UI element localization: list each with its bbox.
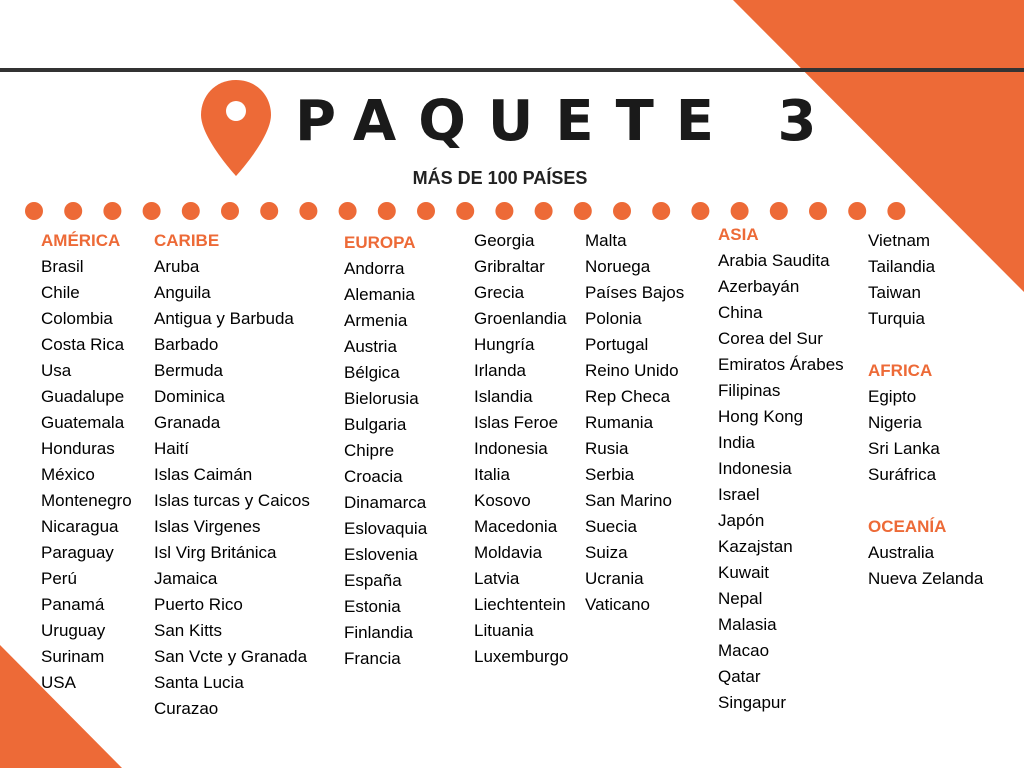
country-item: Sri Lanka bbox=[868, 439, 940, 458]
divider-dot bbox=[103, 202, 121, 220]
country-item: Rep Checa bbox=[585, 387, 671, 406]
page-subtitle: MÁS DE 100 PAÍSES bbox=[412, 168, 588, 188]
divider-dot bbox=[221, 202, 239, 220]
divider-dot bbox=[495, 202, 513, 220]
country-item: Brasil bbox=[41, 257, 84, 276]
country-item: Aruba bbox=[154, 257, 200, 276]
divider-dot bbox=[691, 202, 709, 220]
country-item: Eslovaquia bbox=[344, 519, 428, 538]
country-item: Dominica bbox=[154, 387, 225, 406]
country-column-4 bbox=[474, 228, 569, 670]
country-item: Tailandia bbox=[868, 257, 936, 276]
country-column-7 bbox=[868, 228, 983, 592]
section-spacer bbox=[868, 332, 983, 358]
country-item: Guatemala bbox=[41, 413, 125, 432]
country-item: Isl Virg Británica bbox=[154, 543, 277, 562]
country-item: Noruega bbox=[585, 257, 651, 276]
country-item: Irlanda bbox=[474, 361, 526, 380]
country-item: Francia bbox=[344, 649, 401, 668]
country-item: Liechtentein bbox=[474, 595, 566, 614]
country-item: Luxemburgo bbox=[474, 647, 569, 666]
country-item: India bbox=[718, 433, 755, 452]
country-item: Latvia bbox=[474, 569, 520, 588]
country-item: Santa Lucia bbox=[154, 673, 244, 692]
country-item: Montenegro bbox=[41, 491, 132, 510]
country-item: Usa bbox=[41, 361, 72, 380]
country-item: Austria bbox=[344, 337, 397, 356]
section-spacer bbox=[868, 488, 983, 514]
country-item: Islas Virgenes bbox=[154, 517, 261, 536]
region-heading: ASIA bbox=[718, 225, 759, 244]
divider-dot bbox=[299, 202, 317, 220]
country-item: Bermuda bbox=[154, 361, 223, 380]
country-item: Colombia bbox=[41, 309, 113, 328]
country-item: Australia bbox=[868, 543, 935, 562]
region-heading: EUROPA bbox=[344, 233, 416, 252]
country-item: Filipinas bbox=[718, 381, 781, 400]
divider-dot bbox=[652, 202, 670, 220]
country-item: Croacia bbox=[344, 467, 403, 486]
country-item: Armenia bbox=[344, 311, 408, 330]
divider-dot bbox=[182, 202, 200, 220]
country-item: Arabia Saudita bbox=[718, 251, 830, 270]
country-item: Rusia bbox=[585, 439, 629, 458]
divider-dot bbox=[64, 202, 82, 220]
country-item: Dinamarca bbox=[344, 493, 427, 512]
divider-dot bbox=[417, 202, 435, 220]
country-item: Portugal bbox=[585, 335, 649, 354]
country-column-3 bbox=[344, 230, 427, 672]
country-item: Chipre bbox=[344, 441, 395, 460]
divider-dot bbox=[731, 202, 749, 220]
country-item: Islas Caimán bbox=[154, 465, 253, 484]
header-rule bbox=[0, 68, 1024, 72]
country-item: Serbia bbox=[585, 465, 635, 484]
country-item: Islandia bbox=[474, 387, 533, 406]
country-item: Antigua y Barbuda bbox=[154, 309, 294, 328]
country-item: Estonia bbox=[344, 597, 401, 616]
country-item: Alemania bbox=[344, 285, 415, 304]
divider-dot bbox=[770, 202, 788, 220]
map-pin-icon bbox=[199, 78, 273, 178]
country-item: Qatar bbox=[718, 667, 761, 686]
country-item: Indonesia bbox=[718, 459, 792, 478]
country-item: Bélgica bbox=[344, 363, 400, 382]
country-item: Kosovo bbox=[474, 491, 531, 510]
country-item: Macao bbox=[718, 641, 770, 660]
country-item: Reino Unido bbox=[585, 361, 679, 380]
divider-dot bbox=[613, 202, 631, 220]
country-item: Anguila bbox=[154, 283, 211, 302]
country-item: Haití bbox=[154, 439, 189, 458]
country-item: Suráfrica bbox=[868, 465, 937, 484]
country-item: Egipto bbox=[868, 387, 917, 406]
dotted-divider bbox=[0, 200, 1024, 222]
country-item: Singapur bbox=[718, 693, 787, 712]
country-item: Vaticano bbox=[585, 595, 650, 614]
country-item: Panamá bbox=[41, 595, 105, 614]
country-item: Puerto Rico bbox=[154, 595, 243, 614]
country-item: Países Bajos bbox=[585, 283, 685, 302]
country-item: Grecia bbox=[474, 283, 525, 302]
country-item: Kazajstan bbox=[718, 537, 793, 556]
country-item: Taiwan bbox=[868, 283, 921, 302]
country-item: Malta bbox=[585, 231, 627, 250]
divider-dot bbox=[378, 202, 396, 220]
country-item: Kuwait bbox=[718, 563, 770, 582]
country-item: China bbox=[718, 303, 763, 322]
country-item: Costa Rica bbox=[41, 335, 125, 354]
country-item: Uruguay bbox=[41, 621, 106, 640]
country-item: Corea del Sur bbox=[718, 329, 823, 348]
country-item: San Kitts bbox=[154, 621, 223, 640]
country-item: México bbox=[41, 465, 95, 484]
country-item: Surinam bbox=[41, 647, 105, 666]
country-item: Emiratos Árabes bbox=[718, 355, 844, 374]
country-item: Japón bbox=[718, 511, 765, 530]
country-item: Georgia bbox=[474, 231, 535, 250]
country-item: Israel bbox=[718, 485, 760, 504]
country-item: Nueva Zelanda bbox=[868, 569, 984, 588]
country-column-1 bbox=[41, 228, 132, 696]
country-item: Paraguay bbox=[41, 543, 114, 562]
country-item: Groenlandia bbox=[474, 309, 567, 328]
divider-dot bbox=[848, 202, 866, 220]
country-item: Hungría bbox=[474, 335, 535, 354]
page-title: PAQUETE 3 bbox=[295, 89, 839, 154]
country-item: Chile bbox=[41, 283, 80, 302]
region-heading: AMÉRICA bbox=[41, 231, 121, 250]
country-item: Curazao bbox=[154, 699, 219, 718]
country-item: Islas Feroe bbox=[474, 413, 559, 432]
country-item: Nigeria bbox=[868, 413, 922, 432]
country-item: Indonesia bbox=[474, 439, 548, 458]
country-item: Italia bbox=[474, 465, 510, 484]
country-item: San Marino bbox=[585, 491, 672, 510]
country-item: USA bbox=[41, 673, 76, 692]
country-item: Barbado bbox=[154, 335, 219, 354]
region-heading: AFRICA bbox=[868, 361, 933, 380]
country-item: Vietnam bbox=[868, 231, 931, 250]
country-item: Ucrania bbox=[585, 569, 644, 588]
country-item: Finlandia bbox=[344, 623, 413, 642]
country-item: Lituania bbox=[474, 621, 534, 640]
divider-dot bbox=[339, 202, 357, 220]
divider-dot bbox=[535, 202, 553, 220]
divider-dot bbox=[143, 202, 161, 220]
country-item: Honduras bbox=[41, 439, 115, 458]
country-item: Turquia bbox=[868, 309, 926, 328]
country-item: Moldavia bbox=[474, 543, 543, 562]
country-item: Polonia bbox=[585, 309, 642, 328]
country-item: Perú bbox=[41, 569, 77, 588]
divider-dot bbox=[25, 202, 43, 220]
country-item: Eslovenia bbox=[344, 545, 418, 564]
country-item: Bielorusia bbox=[344, 389, 419, 408]
country-item: Hong Kong bbox=[718, 407, 804, 426]
country-item: San Vcte y Granada bbox=[154, 647, 308, 666]
country-item: Andorra bbox=[344, 259, 405, 278]
country-item: Islas turcas y Caicos bbox=[154, 491, 310, 510]
country-item: España bbox=[344, 571, 402, 590]
divider-dot bbox=[809, 202, 827, 220]
country-column-5 bbox=[585, 228, 684, 618]
divider-dot bbox=[260, 202, 278, 220]
country-item: Nepal bbox=[718, 589, 763, 608]
country-column-6 bbox=[718, 222, 844, 716]
divider-dot bbox=[456, 202, 474, 220]
country-column-2 bbox=[154, 228, 310, 722]
country-item: Gribraltar bbox=[474, 257, 545, 276]
country-item: Malasia bbox=[718, 615, 777, 634]
divider-dot bbox=[887, 202, 905, 220]
country-item: Macedonia bbox=[474, 517, 558, 536]
country-item: Suecia bbox=[585, 517, 637, 536]
country-item: Azerbayán bbox=[718, 277, 800, 296]
country-item: Rumania bbox=[585, 413, 654, 432]
country-item: Suiza bbox=[585, 543, 628, 562]
region-heading: CARIBE bbox=[154, 231, 220, 250]
country-item: Guadalupe bbox=[41, 387, 125, 406]
region-heading: OCEANÍA bbox=[868, 517, 947, 536]
country-item: Nicaragua bbox=[41, 517, 119, 536]
country-item: Bulgaria bbox=[344, 415, 407, 434]
country-item: Granada bbox=[154, 413, 221, 432]
country-item: Jamaica bbox=[154, 569, 218, 588]
divider-dot bbox=[574, 202, 592, 220]
